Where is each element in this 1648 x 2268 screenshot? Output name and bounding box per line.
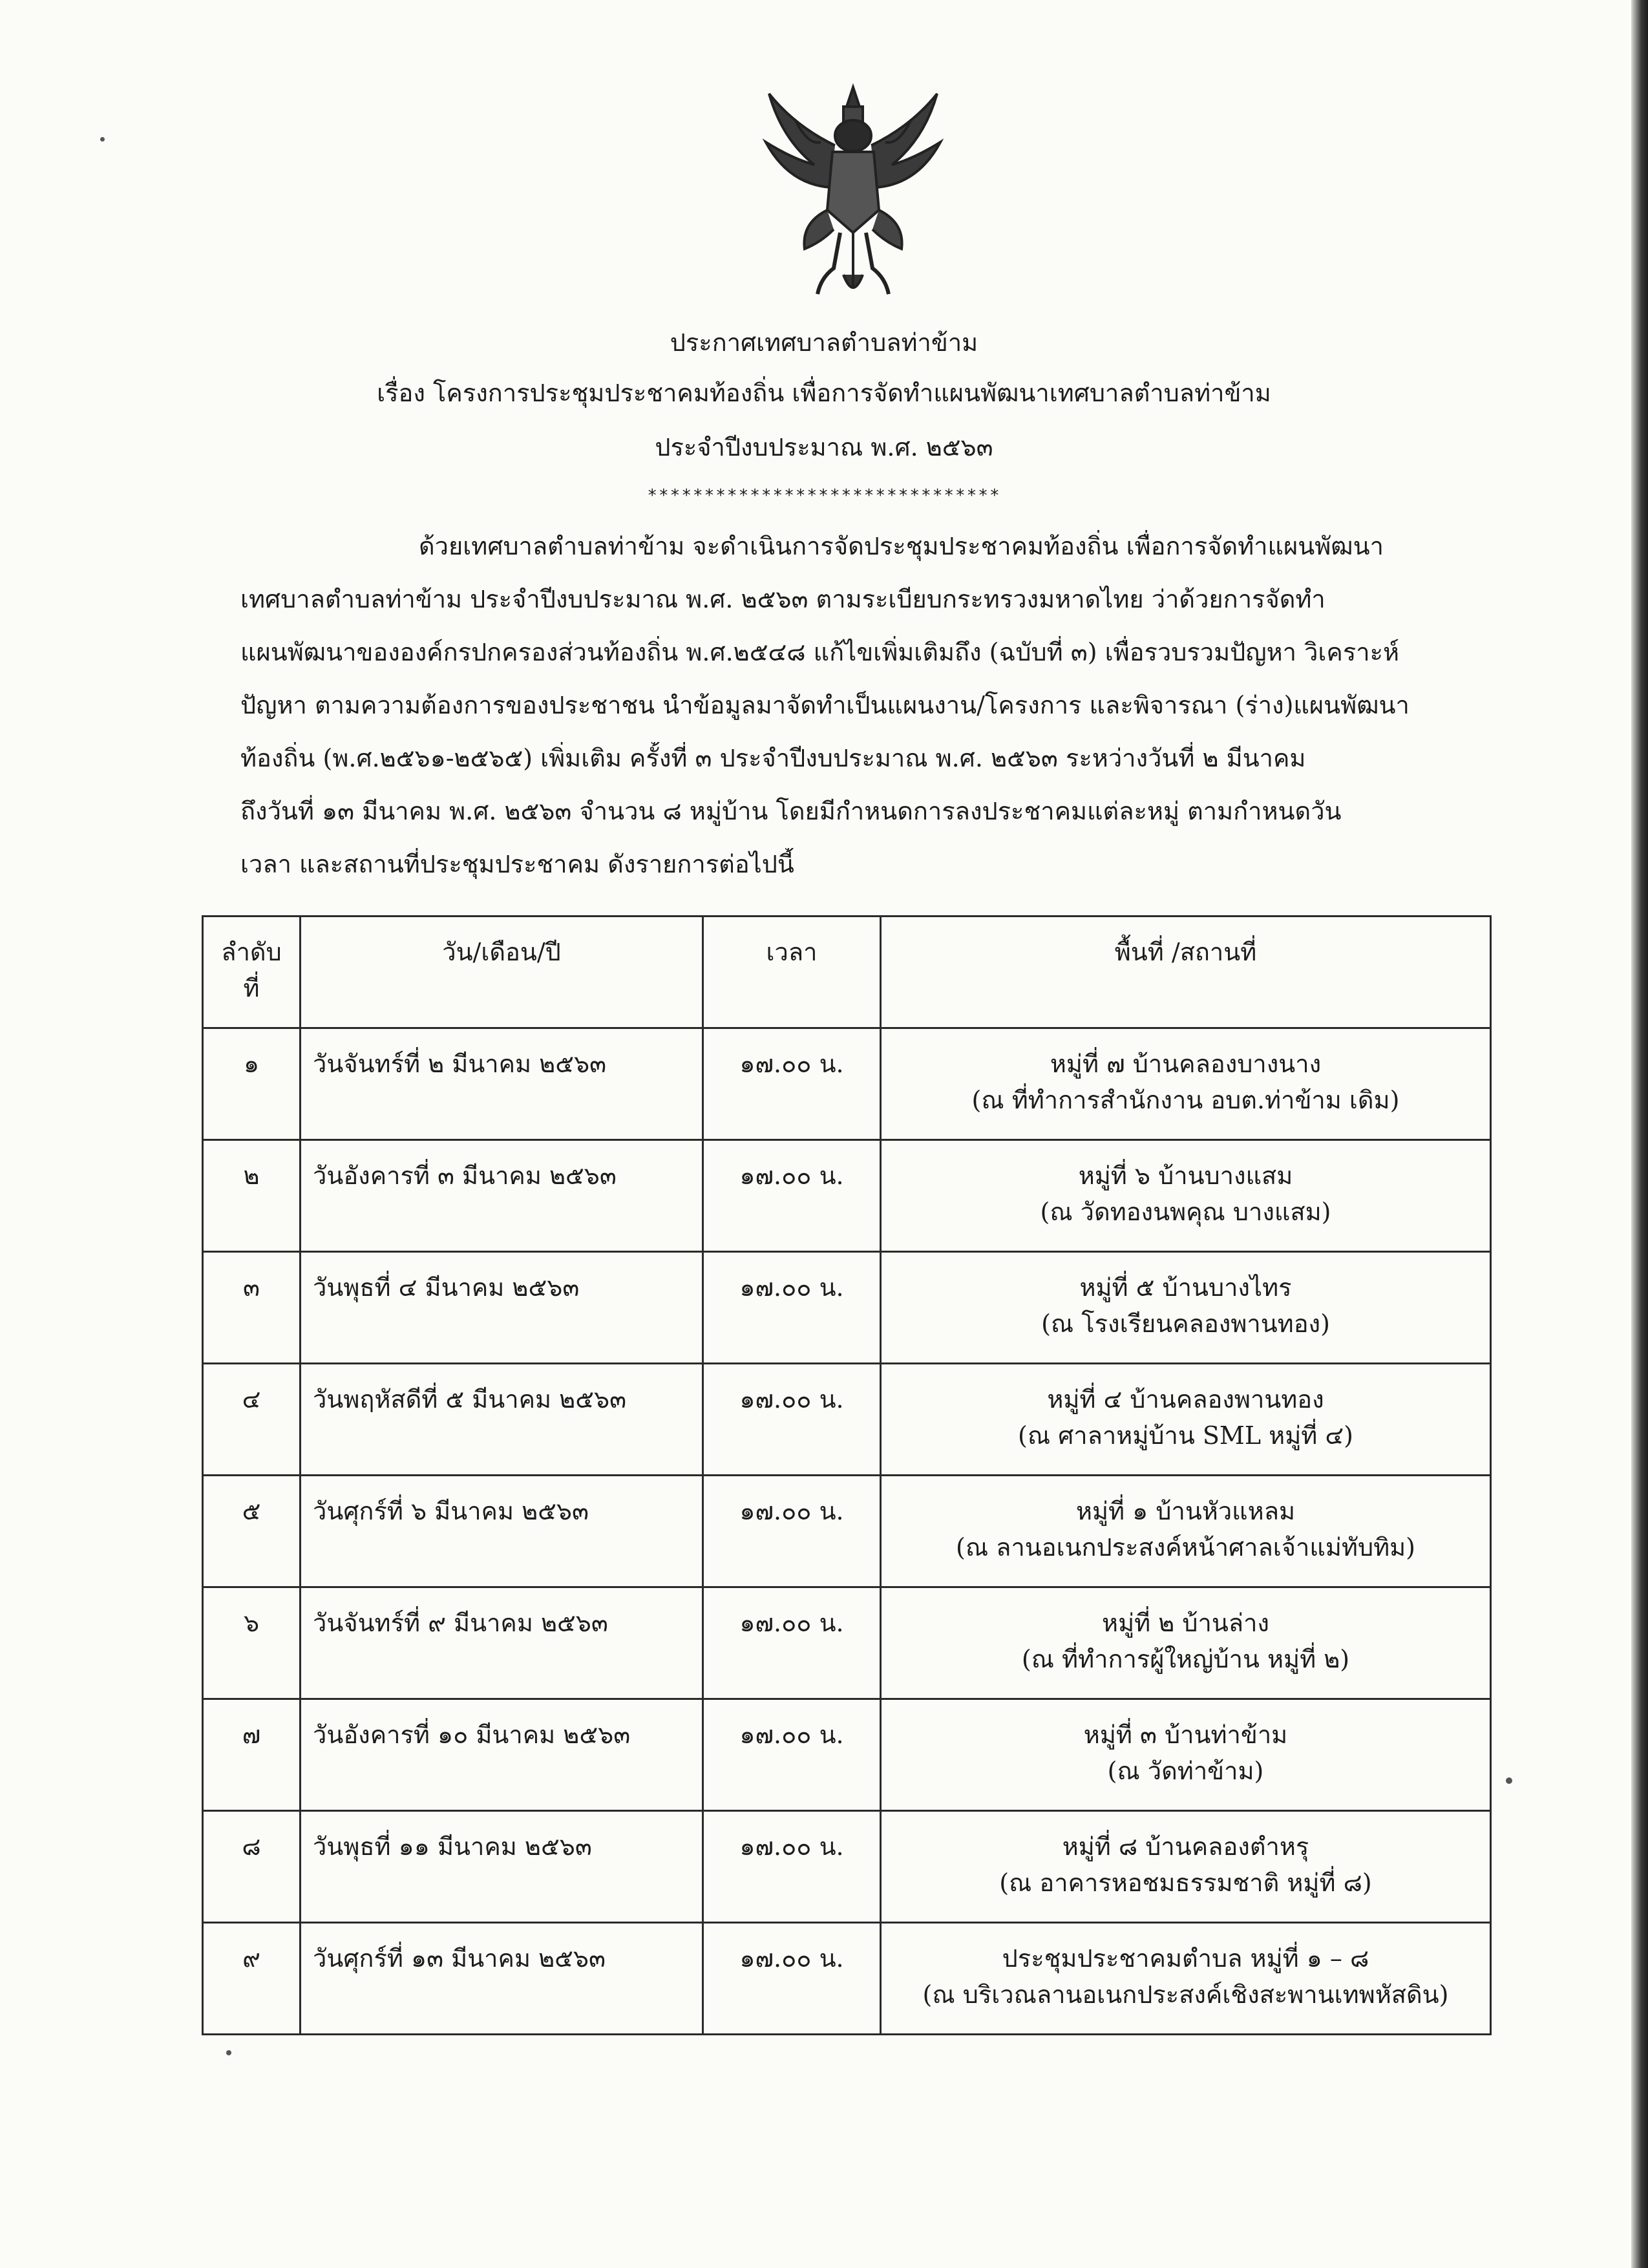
- header-place-label: พื้นที่ /สถานที่: [1114, 938, 1257, 966]
- row-no: ๔: [242, 1385, 261, 1414]
- row-date: วันพฤหัสดีที่ ๕ มีนาคม ๒๕๖๓: [313, 1385, 627, 1414]
- header-time-label: เวลา: [766, 938, 818, 966]
- row-date: วันศุกร์ที่ ๖ มีนาคม ๒๕๖๓: [313, 1497, 589, 1525]
- header-date-label: วัน/เดือน/ปี: [442, 938, 561, 966]
- row-time: ๑๗.๐๐ น.: [739, 1721, 844, 1749]
- row-place: หมู่ที่ ๖ บ้านบางแสม: [1078, 1161, 1293, 1190]
- table-row: [203, 1923, 1491, 2035]
- row-venue: (ณ อาคารหอชมธรรมชาติ หมู่ที่ ๘): [999, 1869, 1372, 1897]
- row-no: ๖: [243, 1609, 260, 1637]
- body-line-4: ปัญหา ตามความต้องการของประชาชน นำข้อมูลมาจัดทำเป็นแผนงาน/โครงการ และพิจารณา (ร่าง)แผนพัฒนา: [240, 691, 1410, 719]
- table-row: [203, 1028, 1491, 1140]
- body-line-3: แผนพัฒนาขององค์กรปกครองส่วนท้องถิ่น พ.ศ.๒๕๔๘ แก้ไขเพิ่มเติมถึง (ฉบับที่ ๓) เพื่อรวบรวมปัญหา วิเคราะห์: [240, 638, 1400, 666]
- row-no: ๘: [242, 1832, 261, 1861]
- row-date: วันศุกร์ที่ ๑๓ มีนาคม ๒๕๖๓: [313, 1944, 606, 1973]
- body-line-2: เทศบาลตำบลท่าข้าม ประจำปีงบประมาณ พ.ศ. ๒๕๖๓ ตามระเบียบกระทรวงมหาดไทย ว่าด้วยการจัดทำ: [240, 585, 1326, 613]
- body-line-7: เวลา และสถานที่ประชุมประชาคม ดังรายการต่อไปนี้: [240, 850, 794, 878]
- announcement-subject: เรื่อง โครงการประชุมประชาคมท้องถิ่น เพื่อการจัดทำแผนพัฒนาเทศบาลตำบลท่าข้าม: [377, 379, 1271, 407]
- header-time: [703, 917, 881, 1028]
- row-time: ๑๗.๐๐ น.: [739, 1497, 844, 1525]
- row-place: หมู่ที่ ๔ บ้านคลองพานทอง: [1047, 1385, 1324, 1414]
- row-place: หมู่ที่ ๕ บ้านบางไทร: [1079, 1273, 1292, 1302]
- row-venue: (ณ วัดท่าข้าม): [1107, 1757, 1264, 1785]
- row-no: ๓: [243, 1273, 260, 1302]
- table-header-row: [203, 917, 1491, 1028]
- header-date: [301, 917, 703, 1028]
- row-date: วันพุธที่ ๔ มีนาคม ๒๕๖๓: [313, 1273, 580, 1302]
- row-date: วันจันทร์ที่ ๙ มีนาคม ๒๕๖๓: [313, 1609, 608, 1637]
- schedule-table: [202, 915, 1492, 2035]
- row-time: ๑๗.๐๐ น.: [739, 1609, 844, 1637]
- row-no: ๗: [242, 1721, 261, 1749]
- table-row: [203, 1364, 1491, 1476]
- row-time: ๑๗.๐๐ น.: [739, 1944, 844, 1973]
- table-row: [203, 1476, 1491, 1587]
- row-time: ๑๗.๐๐ น.: [739, 1050, 844, 1078]
- row-date: วันพุธที่ ๑๑ มีนาคม ๒๕๖๓: [313, 1832, 592, 1861]
- separator-stars: *******************************: [647, 486, 1001, 505]
- row-no: ๙: [242, 1944, 260, 1973]
- garuda-emblem-icon: [756, 81, 950, 304]
- row-no: ๕: [242, 1497, 261, 1525]
- body-line-1: ด้วยเทศบาลตำบลท่าข้าม จะดำเนินการจัดประชุมประชาคมท้องถิ่น เพื่อการจัดทำแผนพัฒนา: [419, 532, 1384, 560]
- row-place: ประชุมประชาคมตำบล หมู่ที่ ๑ – ๘: [1002, 1944, 1369, 1973]
- row-place: หมู่ที่ ๗ บ้านคลองบางนาง: [1050, 1050, 1322, 1078]
- fiscal-year: ประจำปีงบประมาณ พ.ศ. ๒๕๖๓: [655, 433, 993, 461]
- table-row: [203, 1699, 1491, 1811]
- row-venue: (ณ ลานอเนกประสงค์หน้าศาลเจ้าแม่ทับทิม): [956, 1533, 1415, 1562]
- row-date: วันอังคารที่ ๑๐ มีนาคม ๒๕๖๓: [313, 1721, 631, 1749]
- row-no: ๑: [243, 1050, 260, 1078]
- body-line-5: ท้องถิ่น (พ.ศ.๒๕๖๑-๒๕๖๕) เพิ่มเติม ครั้งที่ ๓ ประจำปีงบประมาณ พ.ศ. ๒๕๖๓ ระหว่างวันที่ ๒ มีนาคม: [240, 744, 1306, 772]
- row-date: วันจันทร์ที่ ๒ มีนาคม ๒๕๖๓: [313, 1050, 607, 1078]
- row-venue: (ณ ที่ทำการสำนักงาน อบต.ท่าข้าม เดิม): [971, 1086, 1400, 1114]
- row-time: ๑๗.๐๐ น.: [739, 1161, 844, 1190]
- table-row: [203, 1811, 1491, 1923]
- row-venue: (ณ ศาลาหมู่บ้าน SML หมู่ที่ ๔): [1018, 1421, 1353, 1450]
- row-time: ๑๗.๐๐ น.: [739, 1832, 844, 1861]
- body-line-6: ถึงวันที่ ๑๓ มีนาคม พ.ศ. ๒๕๖๓ จำนวน ๘ หมู่บ้าน โดยมีกำหนดการลงประชาคมแต่ละหมู่ ตามกำหนดวัน: [240, 797, 1342, 825]
- row-time: ๑๗.๐๐ น.: [739, 1273, 844, 1302]
- table-row: [203, 1140, 1491, 1252]
- row-place: หมู่ที่ ๓ บ้านท่าข้าม: [1083, 1721, 1288, 1749]
- announcement-title: ประกาศเทศบาลตำบลท่าข้าม: [670, 328, 978, 357]
- row-venue: (ณ วัดทองนพคุณ บางแสม): [1040, 1198, 1331, 1226]
- row-place: หมู่ที่ ๘ บ้านคลองตำหรุ: [1062, 1832, 1309, 1861]
- table-row: [203, 1587, 1491, 1699]
- row-place: หมู่ที่ ๑ บ้านหัวแหลม: [1075, 1497, 1296, 1525]
- header-place: [881, 917, 1491, 1028]
- scan-speck: [1506, 1777, 1512, 1784]
- row-venue: (ณ โรงเรียนคลองพานทอง): [1041, 1309, 1330, 1338]
- row-no: ๒: [243, 1161, 260, 1190]
- header-no-line1: ลำดับ: [221, 938, 282, 966]
- row-venue: (ณ ที่ทำการผู้ใหญ่บ้าน หมู่ที่ ๒): [1021, 1645, 1350, 1673]
- row-place: หมู่ที่ ๒ บ้านล่าง: [1102, 1609, 1269, 1637]
- header-no: [203, 917, 301, 1028]
- row-time: ๑๗.๐๐ น.: [739, 1385, 844, 1414]
- scan-speck: [100, 137, 105, 142]
- scan-speck: [226, 2050, 231, 2055]
- table-row: [203, 1252, 1491, 1364]
- row-date: วันอังคารที่ ๓ มีนาคม ๒๕๖๓: [313, 1161, 617, 1190]
- header-no-line2: ที่: [243, 974, 260, 1002]
- row-venue: (ณ บริเวณลานอเนกประสงค์เชิงสะพานเทพหัสดิน): [922, 1980, 1449, 2009]
